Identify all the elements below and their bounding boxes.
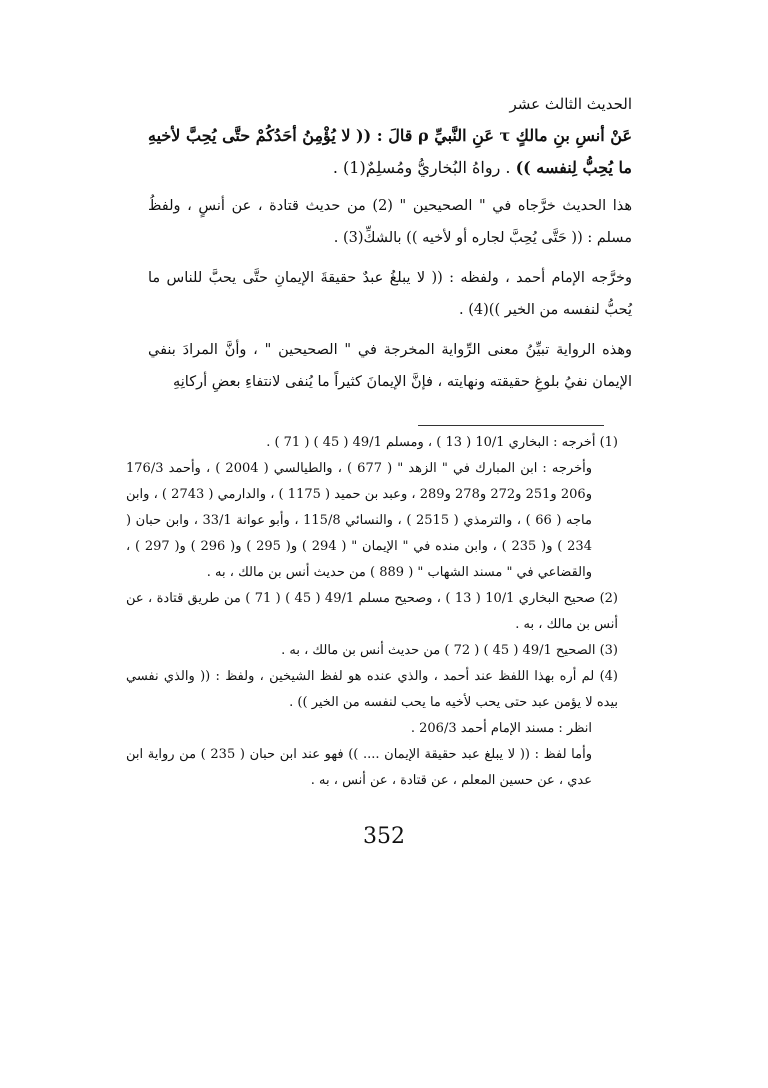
footnote-continuation: انظر : مسند الإمام أحمد 206/3 . <box>410 721 592 736</box>
hadith-attribution: . رواهُ البُخاريُّ ومُسلِمٌ(1) . <box>332 158 516 177</box>
footnote-separator <box>418 425 604 426</box>
footnote: (1) أخرجه : البخاري 10/1 ( 13 ) ، ومسلم 49/1 ( 45 ) ( 71 ) . <box>266 435 618 450</box>
footnote-continuation: وأخرجه : ابن المبارك في " الزهد " ( 677 ) ، والطيالسي ( 2004 ) ، وأحمد 176/3 و206 و251 و272 و278 و289 ، وعبد بن حميد ( 1175 ) ، والدارمي ( 2743 ) ، وابن ماجه ( 66 ) ، والترمذي ( 2515 ) ، والنسائي 115/8 ، وأبو عوانة 33/1 ، وابن حبان ( 234 ) و( 235 ) ، وابن منده في " الإيمان " ( 294 ) و( 295 ) و( 296 ) و( 297 ) ، والقضاعي في " مسند الشهاب " ( 889 ) من حديث أنس بن مالك ، به . <box>126 461 593 580</box>
paragraph: هذا الحديث خرَّجاه في " الصحيحين " (2) من حديث قتادة ، عن أنسٍ ، ولفظُ مسلم : (( حَتَّى يُحِبَّ لجاره أو لأخيه )) بالشكِّ(3) . <box>148 198 632 246</box>
paragraph: وخرَّجه الإمام أحمد ، ولفظه : (( لا يبلغُ عبدٌ حقيقةَ الإيمانِ حتَّى يحبَّ للناس ما يُحبُّ لنفسه من الخير ))(4) . <box>148 270 632 318</box>
footnote: (3) الصحيح 49/1 ( 45 ) ( 72 ) من حديث أنس بن مالك ، به . <box>281 643 618 658</box>
hadith-body: عَنْ أنسِ بنِ مالكٍ τ عَنِ النَّبيِّ ρ قالَ : (( لا يُؤْمِنُ أحَدُكُمْ حتَّى يُحِبَّ لأخيهِ ما يُحِبُّ لِنفسه )) <box>148 126 633 177</box>
page-number: 352 <box>363 824 405 849</box>
main-text <box>148 92 632 406</box>
footnote: (2) صحيح البخاري 10/1 ( 13 ) ، وصحيح مسلم 49/1 ( 45 ) ( 71 ) من طريق قتادة ، عن أنس بن مالك ، به . <box>126 591 618 632</box>
paragraph: وهذه الرواية تبيِّنُ معنى الرِّواية المخرجة في " الصحيحين " ، وأنَّ المرادَ بنفي الإيمان نفيُ بلوغِ حقيقته ونهايته ، فإنَّ الإيمانَ كثيراً ما يُنفى لانتفاءِ بعضِ أركانِهِ <box>148 342 632 390</box>
chapter-title: الحديث الثالث عشر <box>509 95 632 113</box>
hadith-text <box>148 120 632 184</box>
footnote: (4) لم أره بهذا اللفظ عند أحمد ، والذي عنده هو لفظ الشيخين ، ولفظ : (( والذي نفسي بيده لا يؤمن عبد حتى يحب لأخيه ما يحب لنفسه من الخير )) . <box>126 669 618 710</box>
footnote-continuation: وأما لفظ : (( لا يبلغ عبد حقيقة الإيمان .... )) فهو عند ابن حبان ( 235 ) من رواية ابن عدي ، عن حسين المعلم ، عن قتادة ، عن أنس ، به . <box>126 747 592 788</box>
footnotes <box>126 430 618 794</box>
